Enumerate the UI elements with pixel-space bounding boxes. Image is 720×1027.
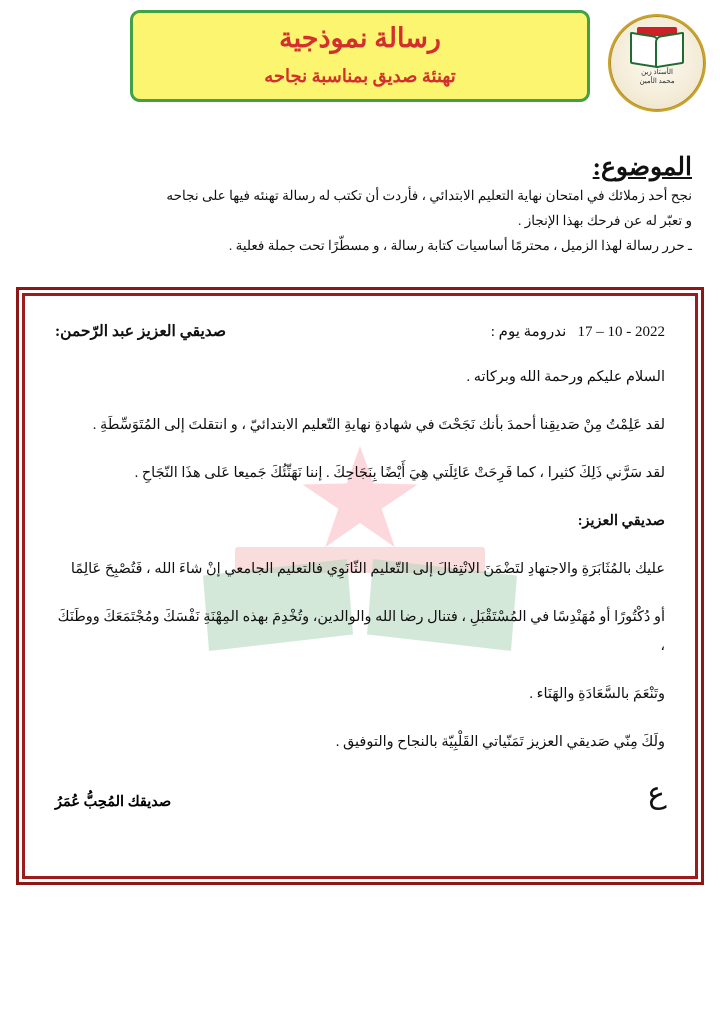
letter-date-value: 2022 - 10 – 17 (577, 324, 665, 340)
title-banner (130, 10, 590, 102)
subject-label: الموضوع: (592, 154, 692, 181)
subject-line: و تعبّر له عن فرحك بهذا الإنجاز . (518, 212, 692, 228)
letter-paragraph: لقد سَرَّني ذَلِكَ كثيرا ، كما فَرِحَتْ عَائِلَتي هِيَ أَيْضًا بِنَجَاحِكَ . إننا نَهَنِّئُكَ جَميعا عَلى هذَا النّجَاحِ . (134, 465, 665, 481)
letter-signer: صديقك المُحِبُّ عُمَرُ (55, 794, 172, 810)
open-book-emblem-icon (630, 34, 684, 64)
subject-line: نجح أحد زملائك في امتحان نهاية التعليم الابتدائي ، فأردت أن تكتب له رسالة تهنئه فيها على نجاحه (166, 188, 692, 203)
handwritten-signature: ع (644, 774, 668, 813)
letter-body (25, 296, 695, 821)
letter-paragraph: وتَنْعَمَ بالسَّعَادَةِ والهَنَاء . (529, 686, 665, 702)
school-logo (608, 14, 706, 112)
page-title: رسالة نموذجية (279, 23, 441, 53)
letter-paragraph: لقد عَلِمْتُ مِنْ صَديقِنا أحمدَ بأنك نَجَحْتَ في شهادةِ نهايةِ التّعليم الابتدائيّ ، و انتقلتَ إلى المُتَوَسِّطَةِ . (92, 417, 665, 433)
letter-date (491, 322, 665, 341)
logo-caption-line1: الأستاذ زين (641, 68, 673, 77)
letter-paragraph: صديقي العزيز: (577, 513, 665, 529)
letter-paragraph: أو دُكْتُورًا أو مُهَنْدِسًا في المُسْتَقْبَلِ ، فتنال رضا الله والوالدين، وتُخْدِمَ بهذه المِهْنَةِ نَفْسَكَ ومُجْتَمَعَكَ ووطَنَكَ ، (57, 609, 665, 654)
subject-body (28, 184, 692, 259)
page-header (0, 0, 720, 140)
letter-signature-row (55, 774, 668, 821)
letter-frame (22, 293, 698, 879)
letter-paragraph: ولَكَ مِنّي صَديقي العزيز تَمَنّياتي القَلْبِيّة بالنجاح والتوفيق . (335, 734, 665, 750)
letter-date-label: ندرومة يوم : (490, 324, 567, 340)
letter-paragraph: السلام عليكم ورحمة الله وبركاته . (466, 369, 665, 385)
logo-caption-line2: محمد الأمين (639, 77, 675, 85)
subject-line: ـ حرر رسالة لهذا الزميل ، محترمًا أساسيات كتابة رسالة ، و مسطّرًا تحت جملة فعلية . (228, 237, 692, 253)
subject-section (28, 152, 692, 259)
page-subtitle: تهنئة صديق بمناسبة نجاحه (264, 66, 456, 86)
letter-salutation: صديقي العزيز عبد الرّحمن: (55, 323, 227, 340)
letter-meta (55, 322, 665, 341)
letter-paragraph: عليك بالمُثَابَرَةِ والاجتهادِ لتَضْمَنَ الانْتِقالَ إلى التّعليم الثّانَوِي فالتعليم الجامعي إنْ شاءَ الله ، فَتُصْبِحَ عَالِمًا (70, 561, 665, 577)
